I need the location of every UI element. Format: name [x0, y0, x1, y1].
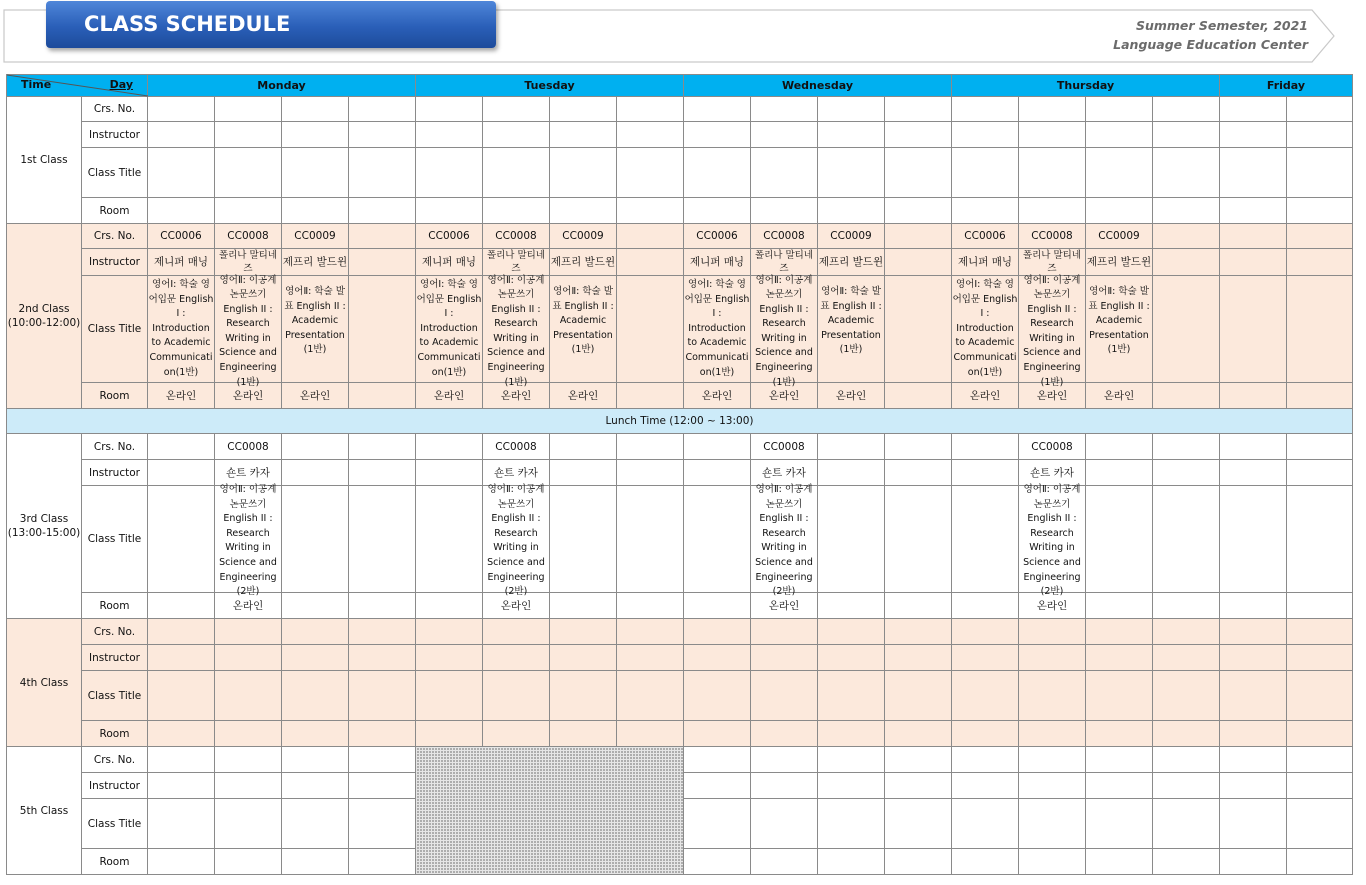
instructor-name: 폴리나 말티네즈 [1019, 249, 1086, 276]
p3-title-row [7, 486, 1353, 593]
room-value: 온라인 [684, 383, 751, 409]
course-code: CC0008 [215, 434, 282, 460]
class-title: 영어Ⅱ: 이공계 논문쓰기 English II : Research Writing in Science and Engineering (2반) [215, 486, 282, 593]
course-code: CC0008 [215, 224, 282, 249]
class-title: 영어Ⅱ: 이공계 논문쓰기 English II : Research Writing in Science and Engineering (1반) [483, 276, 550, 383]
room-value: 온라인 [952, 383, 1019, 409]
instructor-name: 제니퍼 매닝 [952, 249, 1019, 276]
period-1-label: 1st Class [7, 97, 82, 224]
row-label-room: Room [82, 721, 148, 747]
row-label-instructor: Instructor [82, 249, 148, 276]
period-3-label: 3rd Class (13:00-15:00) [7, 434, 82, 619]
center-label: Language Education Center [1113, 37, 1308, 52]
room-value: 온라인 [751, 593, 818, 619]
room-value: 온라인 [751, 383, 818, 409]
time-day-corner [7, 75, 148, 97]
class-title: 영어Ⅰ: 학술 영어입문 English I : Introduction to Academic Communicati on(1반) [952, 276, 1019, 383]
room-value: 온라인 [215, 383, 282, 409]
room-value: 온라인 [148, 383, 215, 409]
p1-crs-row [7, 97, 1353, 122]
class-title: 영어Ⅱ: 학술 발표 English II : Academic Presentation (1반) [818, 276, 885, 383]
day-thursday: Thursday [952, 75, 1220, 97]
course-code: CC0009 [1086, 224, 1153, 249]
instructor-name: 제니퍼 매닝 [684, 249, 751, 276]
room-value: 온라인 [550, 383, 617, 409]
class-title: 영어Ⅱ: 학술 발표 English II : Academic Presentation (1반) [550, 276, 617, 383]
page-title: CLASS SCHEDULE [46, 1, 496, 48]
row-label-crs: Crs. No. [82, 619, 148, 645]
instructor-name: 숀트 카자 [215, 460, 282, 486]
instructor-name: 제니퍼 매닝 [416, 249, 483, 276]
instructor-name: 폴리나 말티네즈 [215, 249, 282, 276]
row-label-room: Room [82, 849, 148, 875]
course-code: CC0009 [550, 224, 617, 249]
day-monday: Monday [148, 75, 416, 97]
course-code: CC0006 [684, 224, 751, 249]
row-label-instructor: Instructor [82, 773, 148, 799]
day-wednesday: Wednesday [684, 75, 952, 97]
row-label-title: Class Title [82, 671, 148, 721]
class-title: 영어Ⅱ: 학술 발표 English II : Academic Presentation (1반) [1086, 276, 1153, 383]
row-label-title: Class Title [82, 486, 148, 593]
p5-crs-row [7, 747, 1353, 773]
instructor-name: 제프리 발드윈 [818, 249, 885, 276]
room-value: 온라인 [282, 383, 349, 409]
row-label-crs: Crs. No. [82, 747, 148, 773]
room-value: 온라인 [818, 383, 885, 409]
class-title: 영어Ⅱ: 학술 발표 English II : Academic Presentation (1반) [282, 276, 349, 383]
p2-title-row [7, 276, 1353, 383]
row-label-room: Room [82, 593, 148, 619]
p4-title-row [7, 671, 1353, 721]
day-friday: Friday [1220, 75, 1353, 97]
row-label-crs: Crs. No. [82, 434, 148, 460]
p4-crs-row [7, 619, 1353, 645]
row-label-title: Class Title [82, 148, 148, 198]
day-label: Day [109, 78, 133, 91]
lunch-row [7, 409, 1353, 434]
p2-crs-row [7, 224, 1353, 249]
instructor-name: 제니퍼 매닝 [148, 249, 215, 276]
semester-info [1113, 16, 1308, 54]
time-label: Time [21, 78, 52, 91]
p1-room-row [7, 198, 1353, 224]
schedule-table [6, 74, 1353, 875]
class-title: 영어Ⅱ: 이공계 논문쓰기 English II : Research Writing in Science and Engineering (2반) [1019, 486, 1086, 593]
p4-ins-row [7, 645, 1353, 671]
p3-room-row [7, 593, 1353, 619]
room-value: 온라인 [1019, 593, 1086, 619]
course-code: CC0008 [751, 224, 818, 249]
class-title: 영어Ⅱ: 이공계 논문쓰기 English II : Research Writing in Science and Engineering (2반) [751, 486, 818, 593]
instructor-name: 숀트 카자 [751, 460, 818, 486]
instructor-name: 제프리 발드윈 [282, 249, 349, 276]
course-code: CC0008 [1019, 434, 1086, 460]
row-label-room: Room [82, 198, 148, 224]
instructor-name: 숀트 카자 [1019, 460, 1086, 486]
course-code: CC0006 [148, 224, 215, 249]
row-label-instructor: Instructor [82, 645, 148, 671]
room-value: 온라인 [215, 593, 282, 619]
course-code: CC0008 [483, 434, 550, 460]
course-code: CC0006 [416, 224, 483, 249]
row-label-title: Class Title [82, 276, 148, 383]
class-title: 영어Ⅱ: 이공계 논문쓰기 English II : Research Writing in Science and Engineering (2반) [483, 486, 550, 593]
class-title: 영어Ⅱ: 이공계 논문쓰기 English II : Research Writing in Science and Engineering (1반) [215, 276, 282, 383]
class-title: 영어Ⅰ: 학술 영어입문 English I : Introduction to Academic Communicati on(1반) [148, 276, 215, 383]
instructor-name: 숀트 카자 [483, 460, 550, 486]
class-title: 영어Ⅰ: 학술 영어입문 English I : Introduction to Academic Communicati on(1반) [416, 276, 483, 383]
class-title: 영어Ⅰ: 학술 영어입문 English I : Introduction to Academic Communicati on(1반) [684, 276, 751, 383]
class-title: 영어Ⅱ: 이공계 논문쓰기 English II : Research Writing in Science and Engineering (1반) [751, 276, 818, 383]
p1-title-row [7, 148, 1353, 198]
instructor-name: 폴리나 말티네즈 [483, 249, 550, 276]
period-2-label: 2nd Class (10:00-12:00) [7, 224, 82, 409]
p2-ins-row [7, 249, 1353, 276]
row-label-instructor: Instructor [82, 460, 148, 486]
row-label-crs: Crs. No. [82, 97, 148, 122]
room-value: 온라인 [483, 593, 550, 619]
period-5-label: 5th Class [7, 747, 82, 875]
instructor-name: 제프리 발드윈 [1086, 249, 1153, 276]
course-code: CC0006 [952, 224, 1019, 249]
class-title: 영어Ⅱ: 이공계 논문쓰기 English II : Research Writing in Science and Engineering (1반) [1019, 276, 1086, 383]
course-code: CC0008 [1019, 224, 1086, 249]
room-value: 온라인 [416, 383, 483, 409]
course-code: CC0009 [282, 224, 349, 249]
course-code: CC0008 [483, 224, 550, 249]
row-label-crs: Crs. No. [82, 224, 148, 249]
course-code: CC0008 [751, 434, 818, 460]
room-value: 온라인 [1019, 383, 1086, 409]
instructor-name: 폴리나 말티네즈 [751, 249, 818, 276]
instructor-name: 제프리 발드윈 [550, 249, 617, 276]
p3-ins-row [7, 460, 1353, 486]
p1-ins-row [7, 122, 1353, 148]
room-value: 온라인 [1086, 383, 1153, 409]
day-header-row [7, 75, 1353, 97]
row-label-instructor: Instructor [82, 122, 148, 148]
blocked-area [416, 747, 684, 875]
p4-room-row [7, 721, 1353, 747]
period-4-label: 4th Class [7, 619, 82, 747]
course-code: CC0009 [818, 224, 885, 249]
semester-label: Summer Semester, 2021 [1135, 18, 1308, 33]
p3-crs-row [7, 434, 1353, 460]
room-value: 온라인 [483, 383, 550, 409]
lunch-time-label: Lunch Time (12:00 ~ 13:00) [7, 409, 1353, 434]
day-tuesday: Tuesday [416, 75, 684, 97]
row-label-room: Room [82, 383, 148, 409]
row-label-title: Class Title [82, 799, 148, 849]
p2-room-row [7, 383, 1353, 409]
